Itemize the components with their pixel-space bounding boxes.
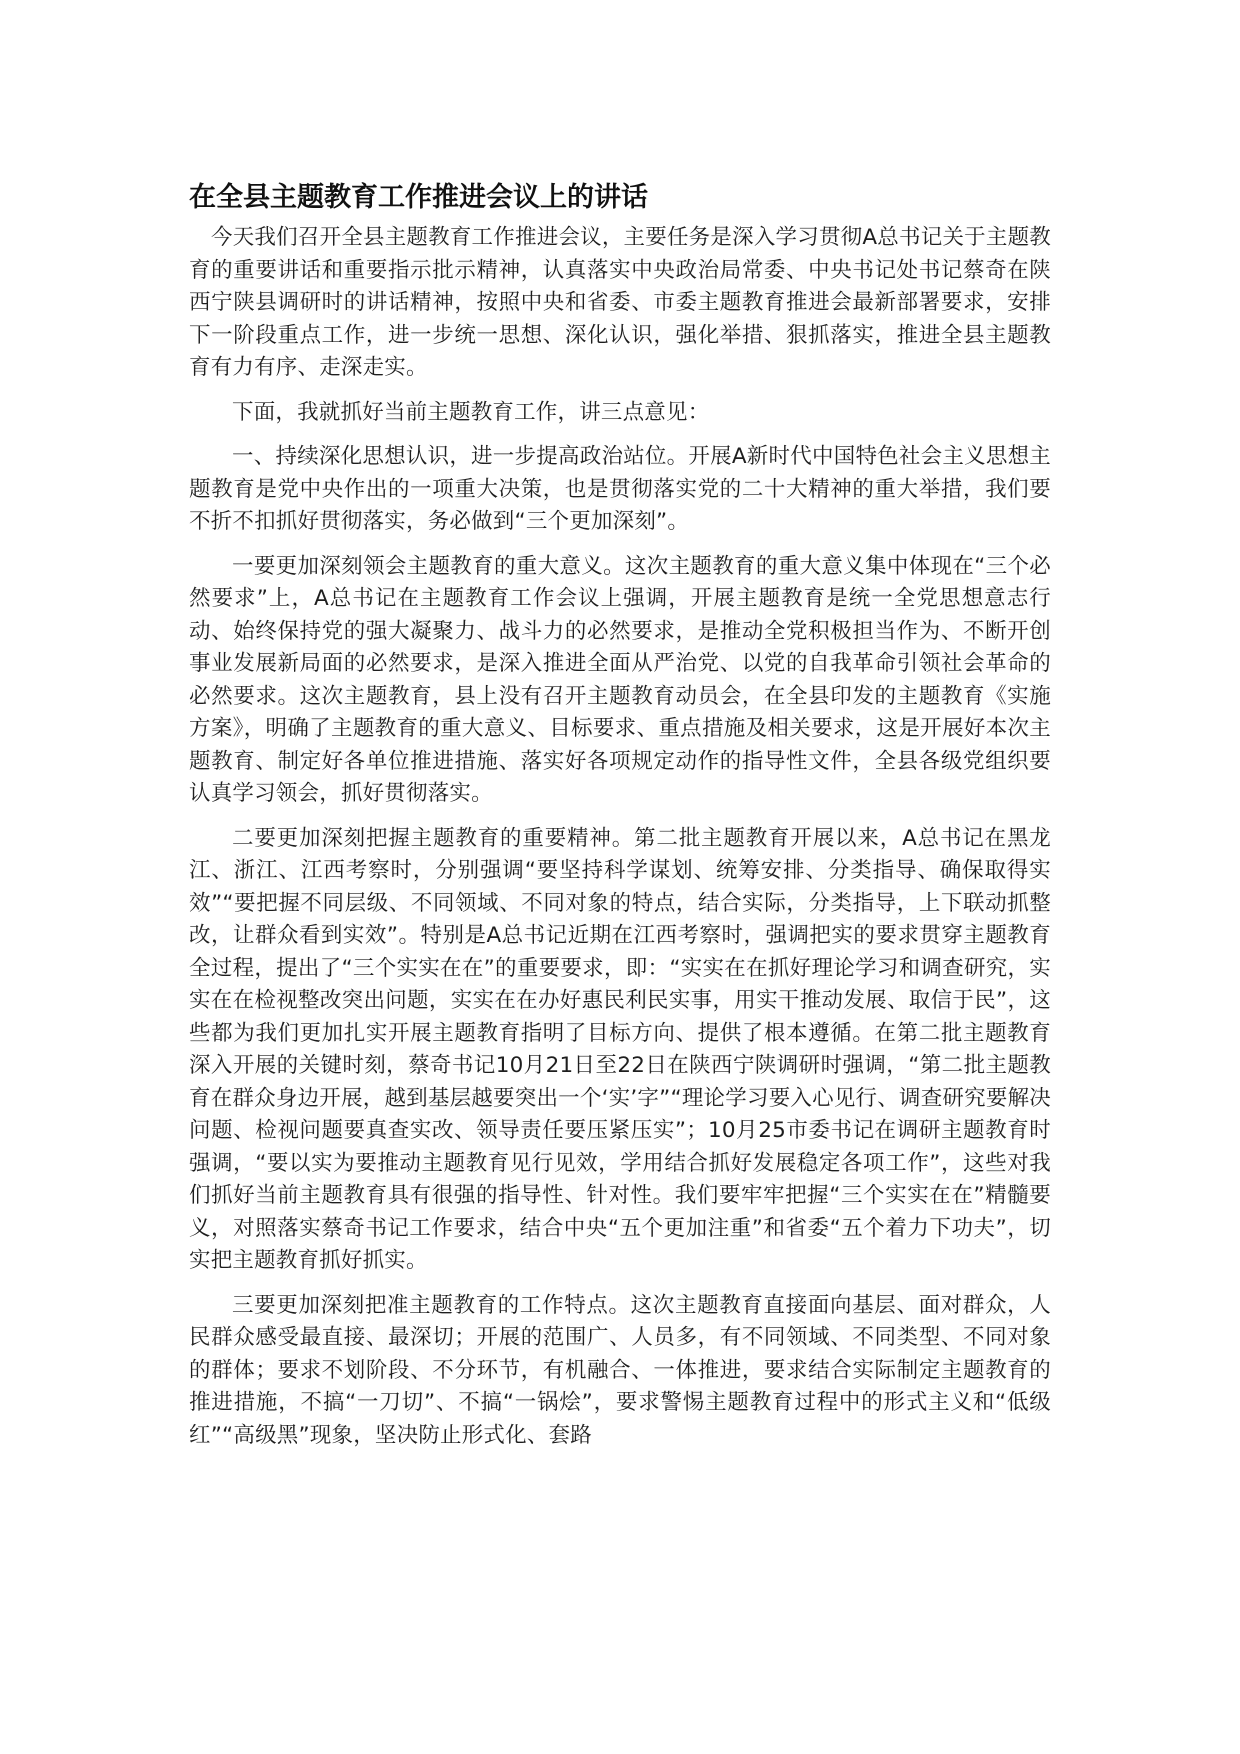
document-page (189, 178, 1051, 1464)
paragraph-outline: 下面，我就抓好当前主题教育工作，讲三点意见： (232, 399, 710, 425)
paragraph-point-three: 三要更加深刻把准主题教育的工作特点。这次主题教育直接面向基层、面对群众，人民群众感受最直接、最深切；开展的范围广、人员多，有不同领域、不同类型、不同对象的群体；要求不划阶段、不分环节，有机融合、一体推进，要求结合实际制定主题教育的推进措施，不搞“一刀切”、不搞“一锅烩”，要求警惕主题教育过程中的形式主义和“低级红”“高级黑”现象，坚决防止形式化、套路 (189, 1292, 1051, 1448)
paragraph-section-one: 一、持续深化思想认识，进一步提高政治站位。开展A新时代中国特色社会主义思想主题教育是党中央作出的一项重大决策，也是贯彻落实党的二十大精神的重大举措，我们要不折不扣抓好贯彻落实，务必做到“三个更加深刻”。 (189, 444, 1051, 534)
paragraph-intro: 今天我们召开全县主题教育工作推进会议，主要任务是深入学习贯彻A总书记关于主题教育的重要讲话和重要指示批示精神，认真落实中央政治局常委、中央书记处书记蔡奇在陕西宁陕县调研时的讲话精神，按照中央和省委、市委主题教育推进会最新部署要求，安排下一阶段重点工作，进一步统一思想、深化认识，强化举措、狠抓落实，推进全县主题教育有力有序、走深走实。 (189, 225, 1051, 380)
paragraph-point-one: 一要更加深刻领会主题教育的重大意义。这次主题教育的重大意义集中体现在“三个必然要求”上，A总书记在主题教育工作会议上强调，开展主题教育是统一全党思想意志行动、始终保持党的强大凝聚力、战斗力的必然要求，是推动全党积极担当作为、不断开创事业发展新局面的必然要求，是深入推进全面从严治党、以党的自我革命引领社会革命的必然要求。这次主题教育，县上没有召开主题教育动员会，在全县印发的主题教育《实施方案》，明确了主题教育的重大意义、目标要求、重点措施及相关要求，这是开展好本次主题教育、制定好各单位推进措施、落实好各项规定动作的指导性文件，全县各级党组织要认真学习领会，抓好贯彻落实。 (189, 553, 1051, 806)
paragraph-point-two: 二要更加深刻把握主题教育的重要精神。第二批主题教育开展以来，A总书记在黑龙江、浙江、江西考察时，分别强调“要坚持科学谋划、统筹安排、分类指导、确保取得实效”“要把握不同层级、不同领域、不同对象的特点，结合实际，分类指导，上下联动抓整改，让群众看到实效”。特别是A总书记近期在江西考察时，强调把实的要求贯穿主题教育全过程，提出了“三个实实在在”的重要要求，即：“实实在在抓好理论学习和调查研究，实实在在检视整改突出问题，实实在在办好惠民利民实事，用实干推动发展、取信于民”，这些都为我们更加扎实开展主题教育指明了目标方向、提供了根本遵循。在第二批主题教育深入开展的关键时刻，蔡奇书记10月21日至22日在陕西宁陕调研时强调，“第二批主题教育在群众身边开展，越到基层越要突出一个‘实’字”“理论学习要入心见行、调查研究要解决问题、检视问题要真查实改、领导责任要压紧压实”；10月25市委书记在调研主题教育时强调，“要以实为要推动主题教育见行见效，学用结合抓好发展稳定各项工作”，这些对我们抓好当前主题教育具有很强的指导性、针对性。我们要牢牢把握“三个实实在在”精髓要义，对照落实蔡奇书记工作要求，结合中央“五个更加注重”和省委“五个着力下功夫”，切实把主题教育抓好抓实。 (189, 825, 1051, 1273)
document-title: 在全县主题教育工作推进会议上的讲话 (189, 182, 648, 213)
